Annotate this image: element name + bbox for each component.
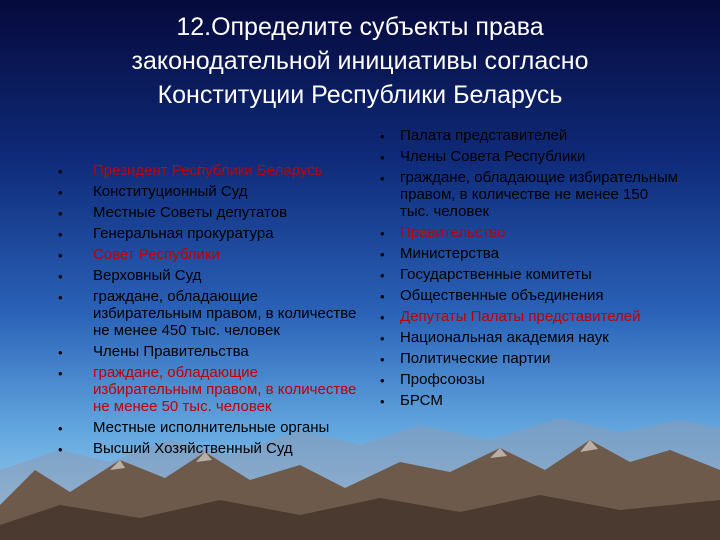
list-item: • Члены Правительства bbox=[58, 343, 358, 360]
list-item: • Общественные объединения bbox=[380, 287, 680, 304]
list-item: • Государственные комитеты bbox=[380, 266, 680, 283]
list-item: • Депутаты Палаты представителей bbox=[380, 308, 680, 325]
slide-title bbox=[40, 10, 680, 112]
list-item: • Совет Республики bbox=[58, 246, 358, 263]
list-item: • Президент Республики Беларусь bbox=[58, 162, 358, 179]
right-bullet-list bbox=[380, 127, 680, 413]
list-item: • БРСМ bbox=[380, 392, 680, 409]
list-item: • Палата представителей bbox=[380, 127, 680, 144]
list-item: • Национальная академия наук bbox=[380, 329, 680, 346]
title-line-1: 12.Определите субъекты права bbox=[176, 13, 544, 41]
list-item: • граждане, обладающие избирательным правом, в количестве не менее 50 тыс. человек bbox=[58, 364, 358, 415]
list-item: • Местные исполнительные органы bbox=[58, 419, 358, 436]
list-item: • Генеральная прокуратура bbox=[58, 225, 358, 242]
title-line-3: Конституции Республики Беларусь bbox=[157, 81, 563, 109]
left-bullet-list bbox=[58, 162, 358, 461]
list-item: • Конституционный Суд bbox=[58, 183, 358, 200]
list-item: • граждане, обладающие избирательным правом, в количестве не менее 150 тыс. человек bbox=[380, 169, 680, 220]
list-item: • Местные Советы депутатов bbox=[58, 204, 358, 221]
list-item: • Политические партии bbox=[380, 350, 680, 367]
title-line-2: законодательной инициативы согласно bbox=[131, 47, 589, 75]
list-item: • Верховный Суд bbox=[58, 267, 358, 284]
list-item: • Правительство bbox=[380, 224, 680, 241]
list-item: • Высший Хозяйственный Суд bbox=[58, 440, 358, 457]
list-item: • граждане, обладающие избирательным правом, в количестве не менее 450 тыс. человек bbox=[58, 288, 358, 339]
list-item: • Члены Совета Республики bbox=[380, 148, 680, 165]
list-item: • Министерства bbox=[380, 245, 680, 262]
list-item: • Профсоюзы bbox=[380, 371, 680, 388]
